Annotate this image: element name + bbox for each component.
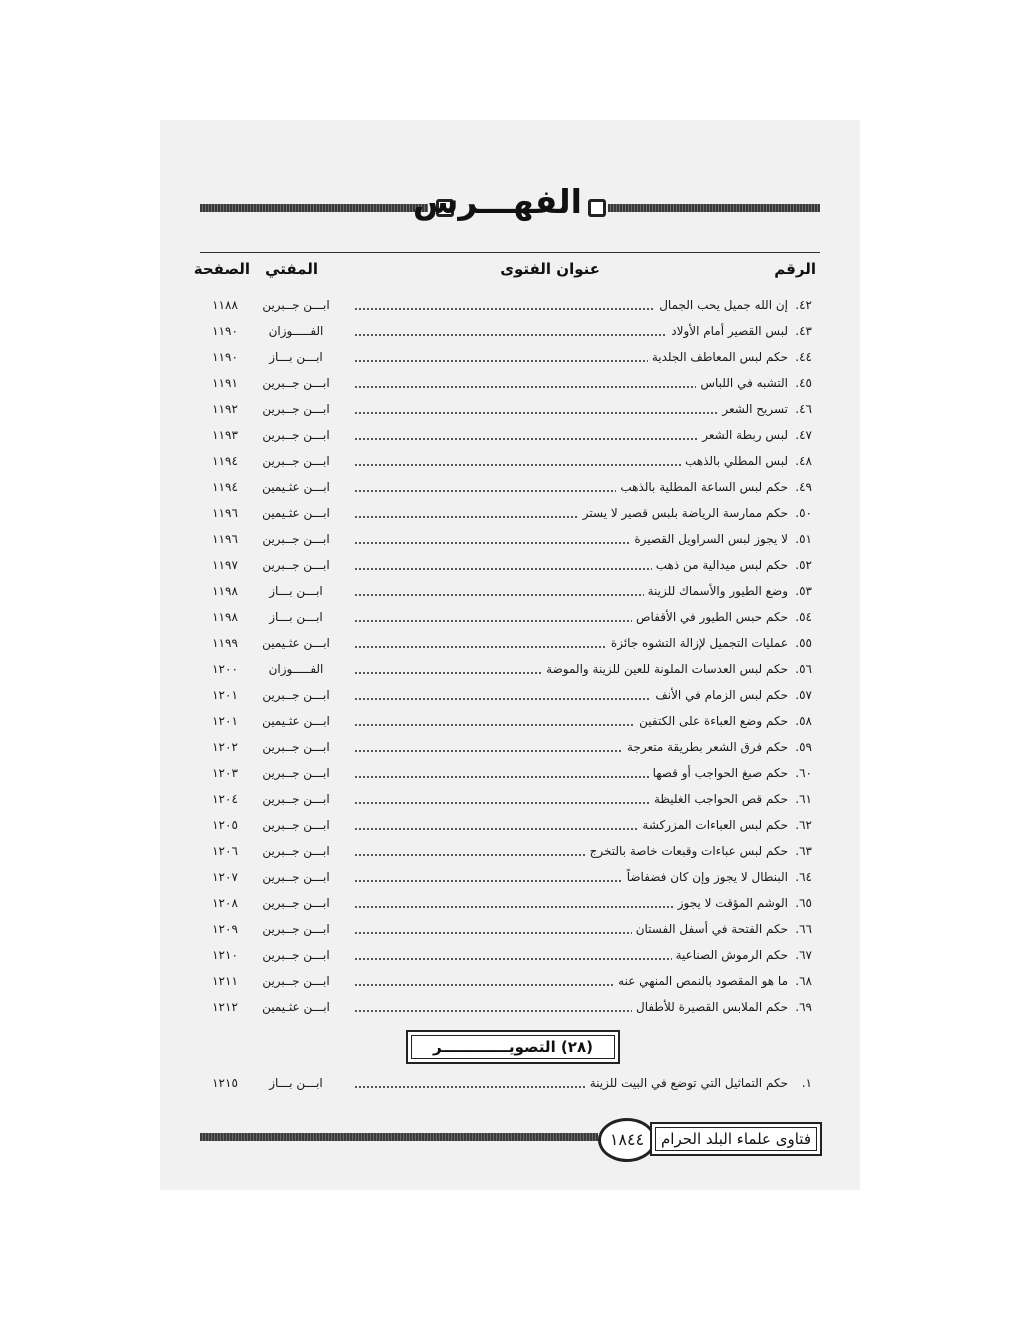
entry-page: ١٢٠٤ [212, 792, 238, 806]
entry-mufti: ابـــن جــبرين [262, 792, 330, 806]
entry-page: ١٢٠٩ [212, 922, 238, 936]
entry-number: ٤٨. [795, 454, 812, 468]
index-row [195, 502, 820, 528]
column-header-title: عنوان الفتوى [500, 260, 600, 278]
entry-title: حكم قص الحواجب الغليظة [650, 792, 788, 806]
entry-mufti: ابـــن جــبرين [262, 818, 330, 832]
page-title: الفهـــرس [412, 182, 582, 221]
entry-page: ١٢٠١ [212, 714, 238, 728]
entry-page: ١١٩٦ [212, 506, 238, 520]
index-row [195, 866, 820, 892]
entry-title: حكم لبس العباءات المزركشة [638, 818, 788, 832]
entry-page: ١١٩٧ [212, 558, 238, 572]
entry-mufti: ابـــن جــبرين [262, 402, 330, 416]
index-row [195, 892, 820, 918]
index-row [195, 710, 820, 736]
entry-mufti: ابـــن بـــاز [269, 610, 323, 624]
index-row [195, 918, 820, 944]
entry-number: ٦٥. [795, 896, 812, 910]
section-heading: (٢٨) التصويـــــــــــــر [411, 1035, 615, 1059]
entry-title: حكم الملابس القصيرة للأطفال [632, 1000, 788, 1014]
entry-mufti: ابـــن جــبرين [262, 558, 330, 572]
entry-number: ٦٩. [795, 1000, 812, 1014]
entry-page: ١٢٠٦ [212, 844, 238, 858]
entry-number: ٥٥. [795, 636, 812, 650]
entry-page: ١٢٠٥ [212, 818, 238, 832]
index-row [195, 346, 820, 372]
entry-page: ١١٩٨ [212, 610, 238, 624]
entry-page: ١١٩١ [212, 376, 238, 390]
entry-page: ١٢٠٢ [212, 740, 238, 754]
entry-page: ١١٩٩ [212, 636, 238, 650]
index-row [195, 424, 820, 450]
entry-page: ١٢١٢ [212, 1000, 238, 1014]
entry-mufti: الفـــــوزان [268, 662, 324, 676]
column-header-page: الصفحة [193, 260, 250, 278]
entry-page: ١٢٠٧ [212, 870, 238, 884]
entry-mufti: ابـــن جــبرين [262, 428, 330, 442]
footer-page-number: ١٨٤٤ [598, 1118, 656, 1162]
entry-mufti: ابـــن جــبرين [262, 688, 330, 702]
entry-mufti: ابـــن جــبرين [262, 298, 330, 312]
entry-page: ١١٩٤ [212, 480, 238, 494]
entry-mufti: ابـــن بـــاز [269, 350, 323, 364]
entry-number: ٤٩. [795, 480, 812, 494]
entry-mufti: ابـــن جــبرين [262, 376, 330, 390]
entry-mufti: ابـــن جــبرين [262, 454, 330, 468]
index-row [195, 580, 820, 606]
entry-page: ١١٩٢ [212, 402, 238, 416]
entry-page: ١١٩٨ [212, 584, 238, 598]
entry-mufti: الفـــــوزان [268, 324, 324, 338]
header-rule-left [200, 204, 428, 212]
index-row [195, 1072, 820, 1098]
index-row [195, 632, 820, 658]
entry-title: لبس ربطة الشعر [698, 428, 788, 442]
entry-title: حكم فرق الشعر بطريقة متعرجة [623, 740, 788, 754]
footer-book-title: فتاوى علماء البلد الحرام [655, 1127, 817, 1151]
footer-book-title-box [650, 1122, 822, 1156]
entry-page: ١١٨٨ [212, 298, 238, 312]
index-row [195, 398, 820, 424]
entry-mufti: ابـــن بـــاز [269, 584, 323, 598]
entry-number: ١. [801, 1076, 812, 1090]
index-row [195, 788, 820, 814]
entry-number: ٤٣. [795, 324, 812, 338]
index-row [195, 684, 820, 710]
entry-number: ٥٩. [795, 740, 812, 754]
entry-number: ٦٢. [795, 818, 812, 832]
entry-title: لا يجوز لبس السراويل القصيرة [630, 532, 788, 546]
entry-number: ٦٧. [795, 948, 812, 962]
entry-number: ٦٦. [795, 922, 812, 936]
entry-mufti: ابـــن بـــاز [269, 1076, 323, 1090]
index-row [195, 814, 820, 840]
index-row [195, 996, 820, 1022]
section-heading-box [406, 1030, 620, 1064]
header-box-ornament-right [588, 199, 606, 217]
entry-mufti: ابـــن جــبرين [262, 740, 330, 754]
entry-page: ١٢٠٨ [212, 896, 238, 910]
entry-number: ٥٠. [795, 506, 812, 520]
entry-title: حكم ممارسة الرياضة بلبس قصير لا يستر [579, 506, 788, 520]
entry-title: إن الله جميل يحب الجمال [655, 298, 788, 312]
entry-title: حكم الفتحة في أسفل الفستان [632, 922, 788, 936]
index-row [195, 476, 820, 502]
entry-number: ٤٦. [795, 402, 812, 416]
entry-title: لبس القصير أمام الأولاد [667, 324, 788, 338]
column-header-mufti: المفتي [265, 260, 318, 278]
entry-mufti: ابـــن عثـيمين [262, 1000, 330, 1014]
entry-title: حكم التماثيل التي توضع في البيت للزينة [586, 1076, 788, 1090]
index-row [195, 294, 820, 320]
entry-title: حكم لبس المعاطف الجلدية [648, 350, 788, 364]
entry-title: البنطال لا يجوز وإن كان فضفاضاً [623, 870, 788, 884]
entry-title: لبس المطلي بالذهب [681, 454, 788, 468]
entry-mufti: ابـــن عثـيمين [262, 480, 330, 494]
entry-number: ٦٠. [795, 766, 812, 780]
entry-title: حكم حبس الطيور في الأقفاص [632, 610, 788, 624]
entry-page: ١٢٠٣ [212, 766, 238, 780]
index-row [195, 970, 820, 996]
entry-page: ١١٩٤ [212, 454, 238, 468]
entry-page: ١٢٠١ [212, 688, 238, 702]
entry-title: حكم لبس الزمام في الأنف [651, 688, 788, 702]
entry-title: حكم لبس عباءات وقبعات خاصة بالتخرج [586, 844, 788, 858]
column-header-number: الرقم [774, 260, 816, 278]
entry-number: ٥٤. [795, 610, 812, 624]
entry-title: حكم لبس العدسات الملونة للعين للزينة والموضة [542, 662, 788, 676]
entry-page: ١١٩٣ [212, 428, 238, 442]
entry-number: ٥١. [795, 532, 812, 546]
entry-page: ١٢١٥ [212, 1076, 238, 1090]
index-row [195, 528, 820, 554]
entry-number: ٦١. [795, 792, 812, 806]
entry-number: ٤٤. [795, 350, 812, 364]
column-header-top-rule [200, 252, 820, 253]
entry-number: ٥٢. [795, 558, 812, 572]
index-row [195, 606, 820, 632]
entry-number: ٥٧. [795, 688, 812, 702]
entry-mufti: ابـــن جــبرين [262, 844, 330, 858]
entry-mufti: ابـــن جــبرين [262, 870, 330, 884]
entry-page: ١١٩٠ [212, 324, 238, 338]
header-rule-right [608, 204, 820, 212]
entry-mufti: ابـــن جــبرين [262, 974, 330, 988]
entry-number: ٥٨. [795, 714, 812, 728]
entry-mufti: ابـــن جــبرين [262, 766, 330, 780]
entry-mufti: ابـــن عثـيمين [262, 506, 330, 520]
entry-page: ١١٩٦ [212, 532, 238, 546]
entry-title: حكم لبس ميدالية من ذهب [652, 558, 788, 572]
index-row [195, 840, 820, 866]
entry-number: ٦٨. [795, 974, 812, 988]
index-row [195, 658, 820, 684]
entry-page: ١٢٠٠ [212, 662, 238, 676]
index-row [195, 372, 820, 398]
index-row [195, 736, 820, 762]
entry-title: التشبه في اللباس [696, 376, 788, 390]
entry-title: ما هو المقصود بالنمص المنهي عنه [614, 974, 788, 988]
index-row [195, 944, 820, 970]
entry-mufti: ابـــن جــبرين [262, 896, 330, 910]
entry-number: ٤٥. [795, 376, 812, 390]
entry-title: حكم لبس الساعة المطلية بالذهب [616, 480, 788, 494]
index-row [195, 554, 820, 580]
entry-title: حكم الرموش الصناعية [672, 948, 788, 962]
entry-mufti: ابـــن جــبرين [262, 532, 330, 546]
entry-number: ٤٧. [795, 428, 812, 442]
entry-number: ٦٣. [795, 844, 812, 858]
entry-title: حكم وضع العباءة على الكتفين [635, 714, 788, 728]
entry-page: ١٢١١ [212, 974, 238, 988]
entry-number: ٥٣. [795, 584, 812, 598]
footer-rule [200, 1133, 598, 1141]
entry-title: عمليات التجميل لإزالة التشوه جائزة [607, 636, 788, 650]
entry-mufti: ابـــن عثـيمين [262, 636, 330, 650]
entry-title: وضع الطيور والأسماك للزينة [644, 584, 788, 598]
entry-page: ١١٩٠ [212, 350, 238, 364]
index-row [195, 762, 820, 788]
index-row [195, 450, 820, 476]
entry-mufti: ابـــن جــبرين [262, 948, 330, 962]
entry-mufti: ابـــن عثـيمين [262, 714, 330, 728]
entry-title: الوشم المؤقت لا يجوز [674, 896, 788, 910]
entry-number: ٥٦. [795, 662, 812, 676]
entry-title: حكم صبغ الحواجب أو قصها [649, 766, 788, 780]
entry-page: ١٢١٠ [212, 948, 238, 962]
entry-number: ٤٢. [795, 298, 812, 312]
entry-mufti: ابـــن جــبرين [262, 922, 330, 936]
entry-title: تسريح الشعر [718, 402, 788, 416]
entry-number: ٦٤. [795, 870, 812, 884]
index-row [195, 320, 820, 346]
